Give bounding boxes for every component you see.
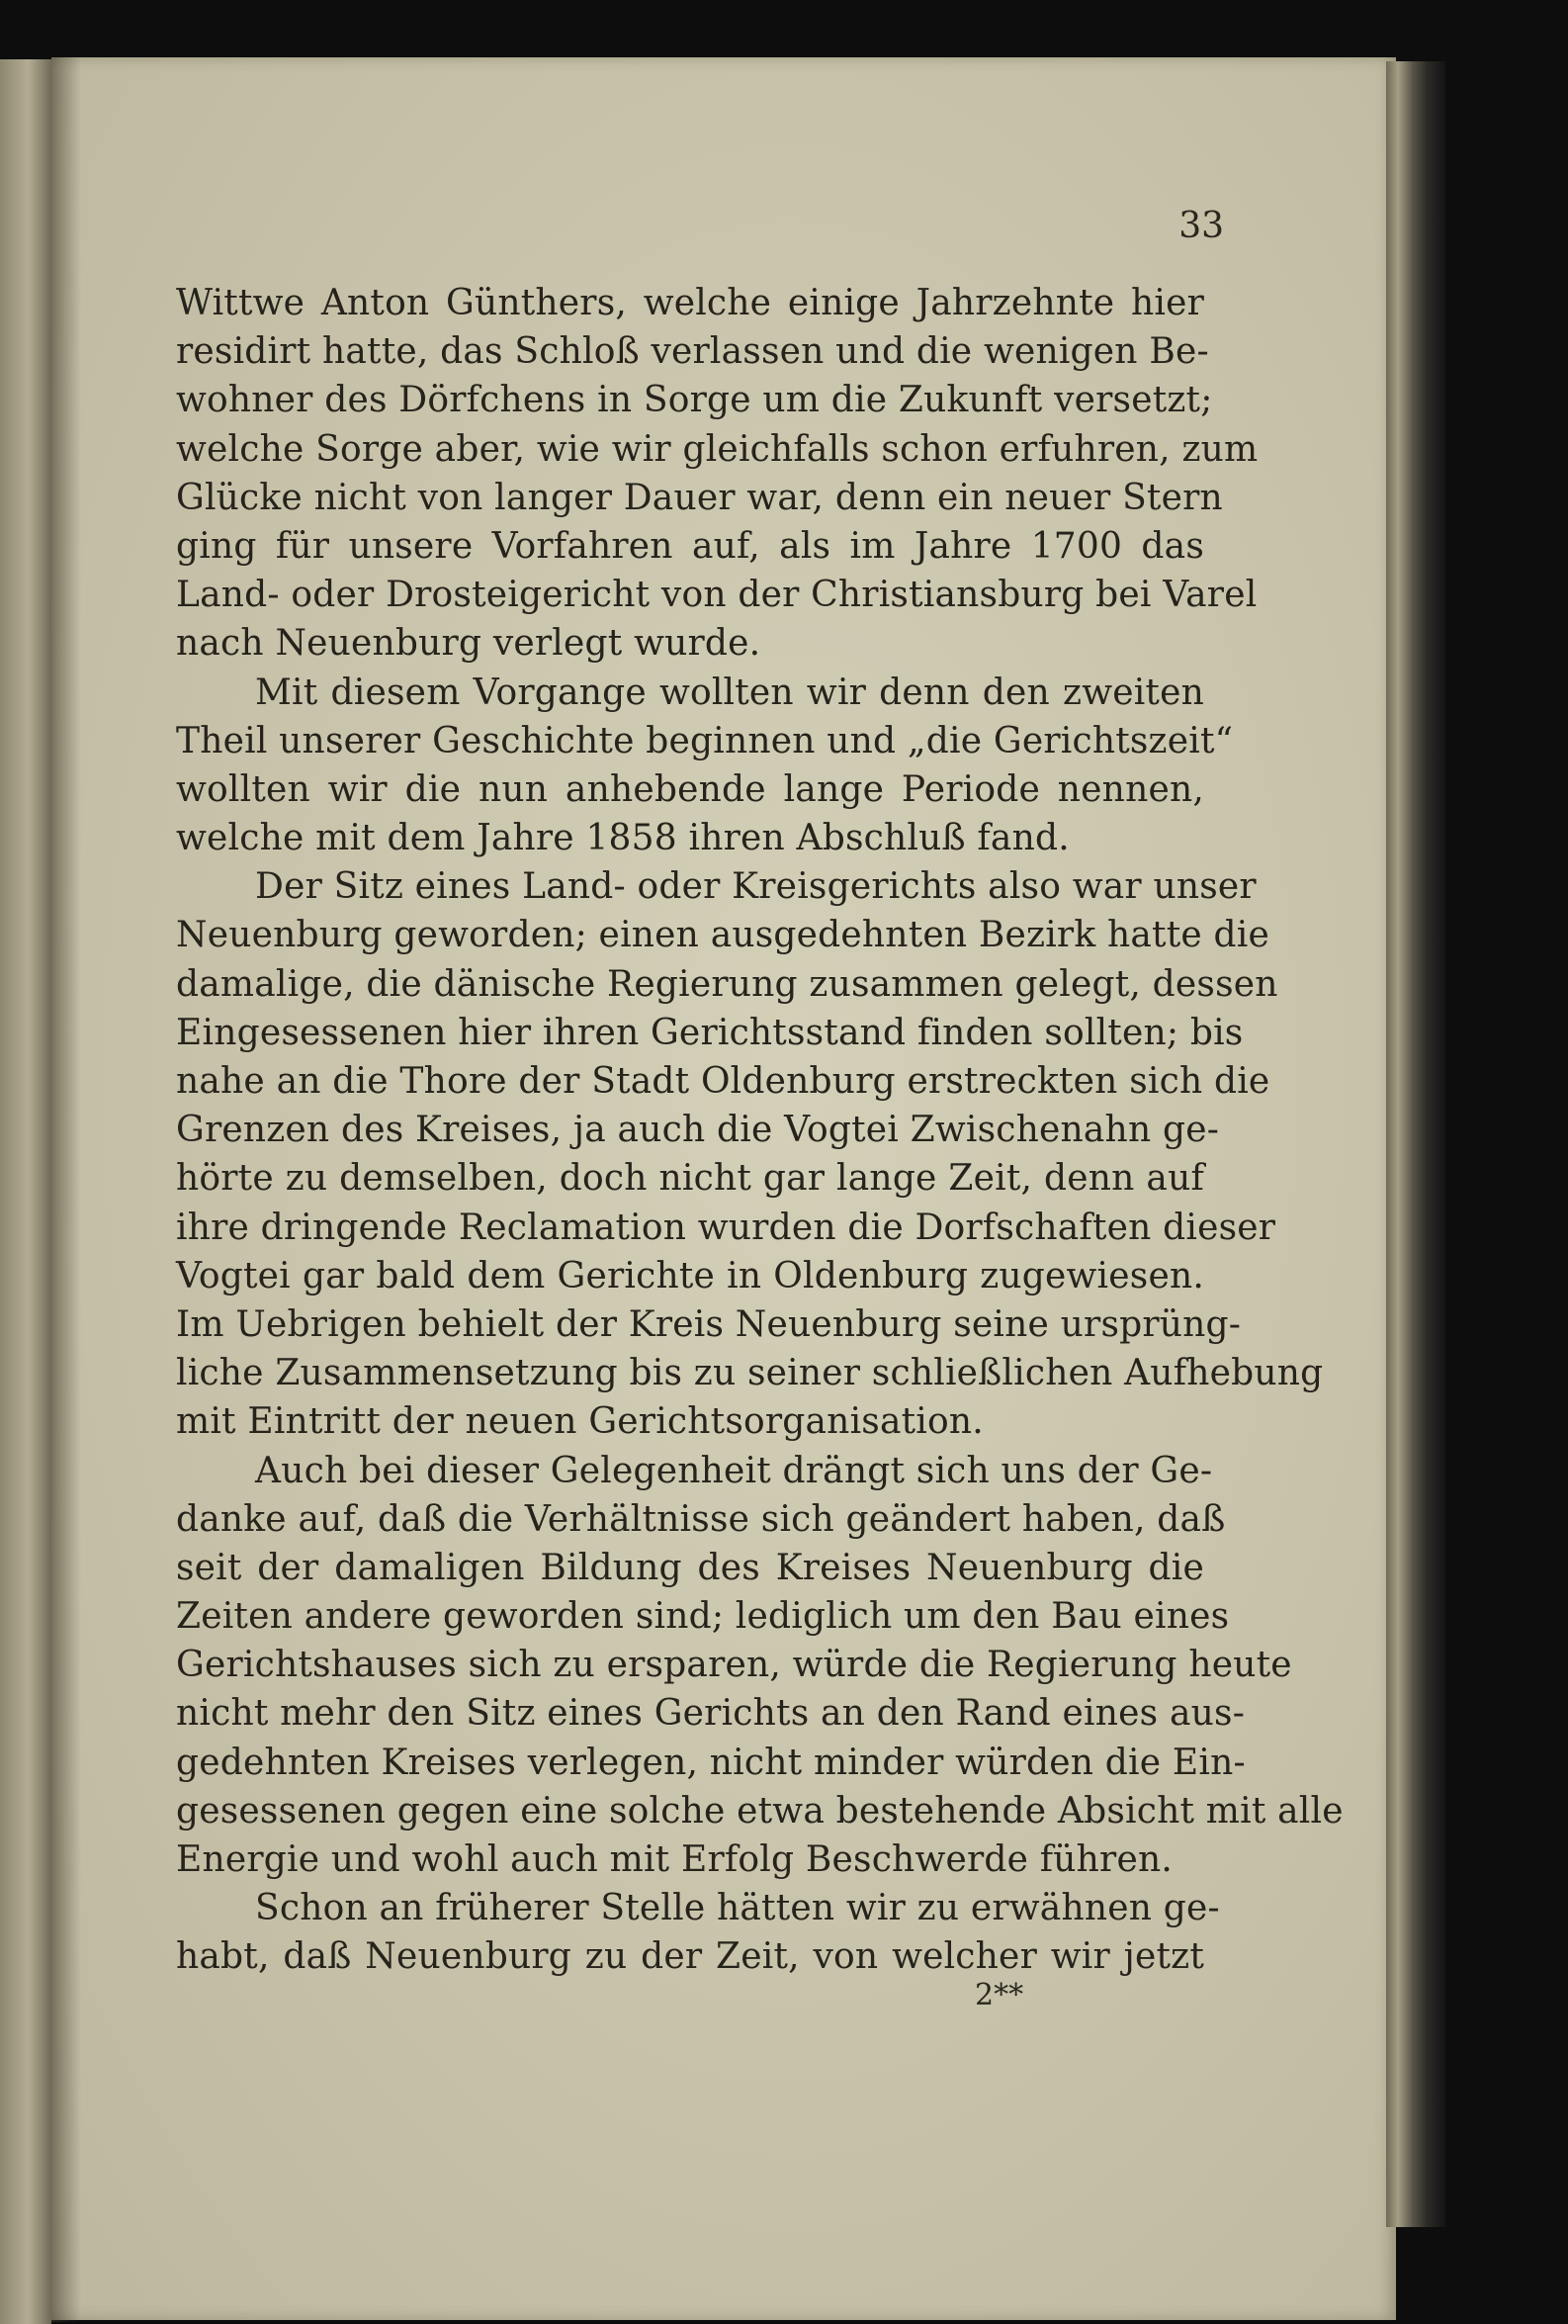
text-line: hörte zu demselben, doch nicht gar lange Zeit, denn auf bbox=[176, 1158, 1204, 1200]
text-line: Neuenburg geworden; einen ausgedehnten Bezirk hatte die bbox=[176, 915, 1269, 956]
page-stack-edge bbox=[1386, 61, 1445, 2227]
text-line: nahe an die Thore der Stadt Oldenburg erstreckten sich die bbox=[176, 1061, 1270, 1102]
text-line: welche mit dem Jahre 1858 ihren Abschluß fand. bbox=[176, 818, 1070, 859]
body-text bbox=[176, 279, 1344, 1982]
text-line: Im Uebrigen behielt der Kreis Neuenburg seine ursprüng- bbox=[176, 1303, 1242, 1345]
text-line: Zeiten andere geworden sind; lediglich um den Bau eines bbox=[176, 1596, 1230, 1638]
left-page-edge bbox=[0, 59, 51, 2324]
text-line: gesessenen gegen eine solche etwa bestehende Absicht mit alle bbox=[176, 1790, 1344, 1832]
text-line: damalige, die dänische Regierung zusammen gelegt, dessen bbox=[176, 963, 1278, 1005]
spine-shadow bbox=[51, 57, 81, 2322]
text-line: habt, daß Neuenburg zu der Zeit, von welcher wir jetzt bbox=[176, 1936, 1204, 1978]
text-line: welche Sorge aber, wie wir gleichfalls schon erfuhren, zum bbox=[176, 428, 1259, 470]
text-line: residirt hatte, das Schloß verlassen und die wenigen Be- bbox=[176, 331, 1209, 373]
text-line: Land- oder Drosteigericht von der Christiansburg bei Varel bbox=[176, 575, 1258, 616]
text-line: Glücke nicht von langer Dauer war, denn ein neuer Stern bbox=[176, 477, 1223, 518]
text-line: nicht mehr den Sitz eines Gerichts an den Rand eines aus- bbox=[176, 1693, 1246, 1735]
text-line: gedehnten Kreises verlegen, nicht minder würden die Ein- bbox=[176, 1742, 1246, 1783]
text-line: ihre dringende Reclamation wurden die Dorfschaften dieser bbox=[176, 1207, 1276, 1248]
text-line: ging für unsere Vorfahren auf, als im Jahre 1700 das bbox=[176, 525, 1204, 567]
text-line: Auch bei dieser Gelegenheit drängt sich uns der Ge- bbox=[255, 1450, 1213, 1491]
text-line: Gerichtshauses sich zu ersparen, würde die Regierung heute bbox=[176, 1645, 1292, 1686]
text-line: Der Sitz eines Land- oder Kreisgerichts also war unser bbox=[255, 866, 1257, 908]
text-line: Wittwe Anton Günthers, welche einige Jahrzehnte hier bbox=[176, 283, 1204, 323]
text-line: seit der damaligen Bildung des Kreises Neuenburg die bbox=[176, 1547, 1204, 1588]
page-number: 33 bbox=[1178, 206, 1224, 246]
signature-mark: 2** bbox=[975, 1978, 1024, 2012]
text-line: Mit diesem Vorgange wollten wir denn den zweiten bbox=[255, 671, 1204, 713]
text-line: Energie und wohl auch mit Erfolg Beschwerde führen. bbox=[176, 1839, 1174, 1880]
text-line: Schon an früherer Stelle hätten wir zu erwähnen ge- bbox=[255, 1888, 1220, 1929]
text-line: Theil unserer Geschichte beginnen und „die Gerichtszeit“ bbox=[176, 720, 1234, 761]
text-line: Grenzen des Kreises, ja auch die Vogtei Zwischenahn ge- bbox=[176, 1110, 1220, 1151]
text-line: wollten wir die nun anhebende lange Periode nennen, bbox=[176, 768, 1204, 810]
text-line: liche Zusammensetzung bis zu seiner schließlichen Aufhebung bbox=[176, 1353, 1324, 1394]
text-line: wohner des Dörfchens in Sorge um die Zukunft versetzt; bbox=[176, 380, 1213, 421]
text-line: Eingesessenen hier ihren Gerichtsstand finden sollten; bis bbox=[176, 1012, 1244, 1053]
text-line: mit Eintritt der neuen Gerichtsorganisation. bbox=[176, 1401, 984, 1443]
text-line: danke auf, daß die Verhältnisse sich geändert haben, daß bbox=[176, 1498, 1226, 1540]
text-line: nach Neuenburg verlegt wurde. bbox=[176, 623, 761, 665]
text-line: Vogtei gar bald dem Gerichte in Oldenburg zugewiesen. bbox=[176, 1255, 1204, 1296]
